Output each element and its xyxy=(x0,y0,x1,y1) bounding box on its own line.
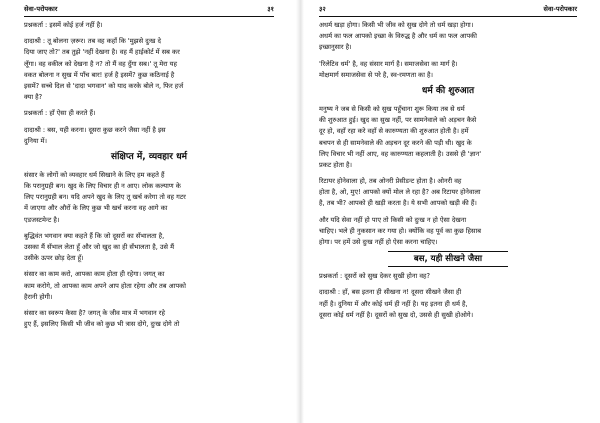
text-line: चाहिए। भले ही नुकसान कर गया हो। क्योंकि वह पूर्व का कुछ हिसाब xyxy=(319,226,481,235)
text-line: लिए विचार भी नहीं आए, वह कारुण्यता कहलाती है। उससे ही 'ज्ञान' xyxy=(319,149,482,158)
right-page-number: ३२ xyxy=(319,5,326,13)
text-line: दादाश्री : हाँ, बस इतना ही सीखना न! दूसरा सीखने जैसा ही xyxy=(319,288,462,297)
text-line: हैरानी होगी। xyxy=(24,292,53,301)
text-line: उसका मैं सँभाल लेता हूँ और जो खुद का ही सँभालता है, उसे मैं xyxy=(24,243,175,251)
text-line: क्या है? xyxy=(24,93,43,102)
left-running-title: सेवा-परोपकार xyxy=(24,5,58,13)
text-line: बचपन से ही सामनेवाले की अड़चन दूर करने की पड़ी थी। खुद के xyxy=(319,138,472,147)
text-line: प्रश्नकर्ता : इसमें कोई हर्ज नहीं है। xyxy=(24,21,103,29)
text-line: लिए परानुग्रही बन। यदि अपने खुद के लिए तू खर्च करेगा तो वह गटर xyxy=(24,193,186,202)
text-line: लूँगा। वह वकील को देखना है न? तो मैं वह दुँगा सब।' तू मेरा यह xyxy=(24,59,177,68)
right-section-heading: धर्म की शुरुआत xyxy=(421,85,475,96)
text-line: काम करोगे, तो आपका काम अपने आप होता रहेगा और तब आपको xyxy=(24,281,186,290)
text-line: प्रश्नकर्ता : दूसरों को सुख देकर सुखी होना वह? xyxy=(319,272,430,281)
text-line: रिटायर होनेवाला हो, तब ओनरी प्रेसीडन्ट होता है। ओनरी वह xyxy=(319,177,462,186)
text-line: दुनिया में। xyxy=(24,136,47,145)
right-running-head xyxy=(319,4,577,15)
text-line: वकत बोलना न सुख में पाँच बार! हर्ज है इसमें? कुछ कठिनाई है xyxy=(24,70,175,79)
text-line: अधर्म खड़ा होगा। किसी भी जीव को सुख दोगे तो धर्म खड़ा होगा। xyxy=(319,21,474,29)
text-line: और यदि सेवा नहीं हो पाए तो किसी को दुःख न हो ऐसा देखना xyxy=(319,215,467,224)
text-line: बुद्धिवंत भगवान क्या कहते हैं कि जो दूसरों का सँभालता है, xyxy=(24,231,165,240)
text-line: में जाएगा और औरों के लिए कुछ भी खर्च करना वह आगे का xyxy=(24,204,168,213)
text-line: प्रश्नकर्ता : हाँ ऐसा ही करते हैं। xyxy=(24,109,96,118)
left-page xyxy=(0,0,295,423)
text-line: प्रकट होता है। xyxy=(319,160,353,169)
text-line: संसार के लोगों को व्यवहार धर्म सिखाने के लिए हम कहते हैं xyxy=(24,170,165,179)
left-page-number: ३१ xyxy=(267,5,274,13)
text-line: की शुरुआत हुई। खुद का सुख नहीं, पर सामनेवाले को अड़चन कैसे xyxy=(319,116,477,125)
text-line: इसमें? सच्चे दिल से 'दादा भगवान' को याद करके बोले न, फिर हर्ज xyxy=(24,81,184,90)
left-running-head xyxy=(24,4,274,15)
text-line: इच्छानुसार है। xyxy=(319,43,352,52)
text-line: है, तब भी? आपको ही खड़ी करता है। ये सभी आपको खड़ी की हैं। xyxy=(319,199,477,208)
text-line: दिया जाए तो?' तब तुझे 'नहीं देखना है। वह मैं हाईकोर्ट में सब कर xyxy=(24,48,180,57)
text-line: दूसरा कोई धर्म नहीं है। दूसरों को सुख दो, उससे ही सुखी होओगे। xyxy=(319,310,474,319)
right-running-title: सेवा-परोपकार xyxy=(543,5,577,13)
text-line: दादाश्री : तू बोलना ज़रूर। तब वह कहाँ कि 'मुझसे दुःख दे xyxy=(24,37,162,46)
text-line: हुए हैं, इसलिए किसी भी जीव को कुछ भी त्रास दोगे, दुःख दोगे तो xyxy=(24,320,180,329)
text-line: होगा। पर हमें उसे दुःख नहीं हो ऐसा करना चाहिए। xyxy=(319,238,438,246)
text-line: 'रिलेटिव धर्म' है, वह संसार मार्ग है। समाजसेवा का मार्ग है। xyxy=(319,59,458,68)
text-line: अधर्म का फल आपको इच्छा के विरुद्ध है और धर्म का फल आपकी xyxy=(319,32,477,41)
right-header-rule xyxy=(319,16,577,17)
left-header-rule xyxy=(24,16,274,17)
text-line: संसार का स्वरूप कैसा है? जगत् के जीव मात्र में भगवान रहे xyxy=(24,308,165,317)
text-line: संसार का काम करो, आपका काम होता ही रहेगा। जगत् का xyxy=(24,270,165,279)
left-body-text xyxy=(24,20,274,330)
text-line: होता है, ओ, मुए! आपको क्यों मोल ले रहा है? अब रिटायर होनेवाला xyxy=(319,188,481,197)
right-page xyxy=(305,0,600,423)
text-line: मोक्षमार्ग समाजसेवा से परे है, स्व-रमणता का है। xyxy=(319,70,433,79)
text-line: कि परानुग्रही बन। खुद के लिए विचार ही न आए। लोक कल्याण के xyxy=(24,182,181,191)
right-boxed-heading: बस, यही सीखने जैसा xyxy=(388,251,508,267)
text-line: दूर हो, वहाँ रहा करे वहाँ से कारुण्यता की शुरुआत होती है। हमें xyxy=(319,127,469,136)
text-line: मनुष्य ने जब से किसी को सुख पहुँचाना शुरू किया तब से धर्म xyxy=(319,104,465,113)
book-gutter xyxy=(296,0,304,423)
left-section-heading: संक्षिप्त में, व्यवहार धर्म xyxy=(111,151,187,162)
right-body-text xyxy=(319,20,577,321)
text-line: नहीं है। दुनिया में और कोई धर्म ही नहीं है। यह इतना ही धर्म है, xyxy=(319,299,468,308)
text-line: दादाश्री : बस, यही करना। दूसरा कुछ करने जैसा नहीं है इस xyxy=(24,125,166,134)
text-line: एडजस्टमेन्ट है। xyxy=(24,215,60,224)
text-line: उसीके ऊपर छोड़ देता हूँ। xyxy=(24,254,84,263)
